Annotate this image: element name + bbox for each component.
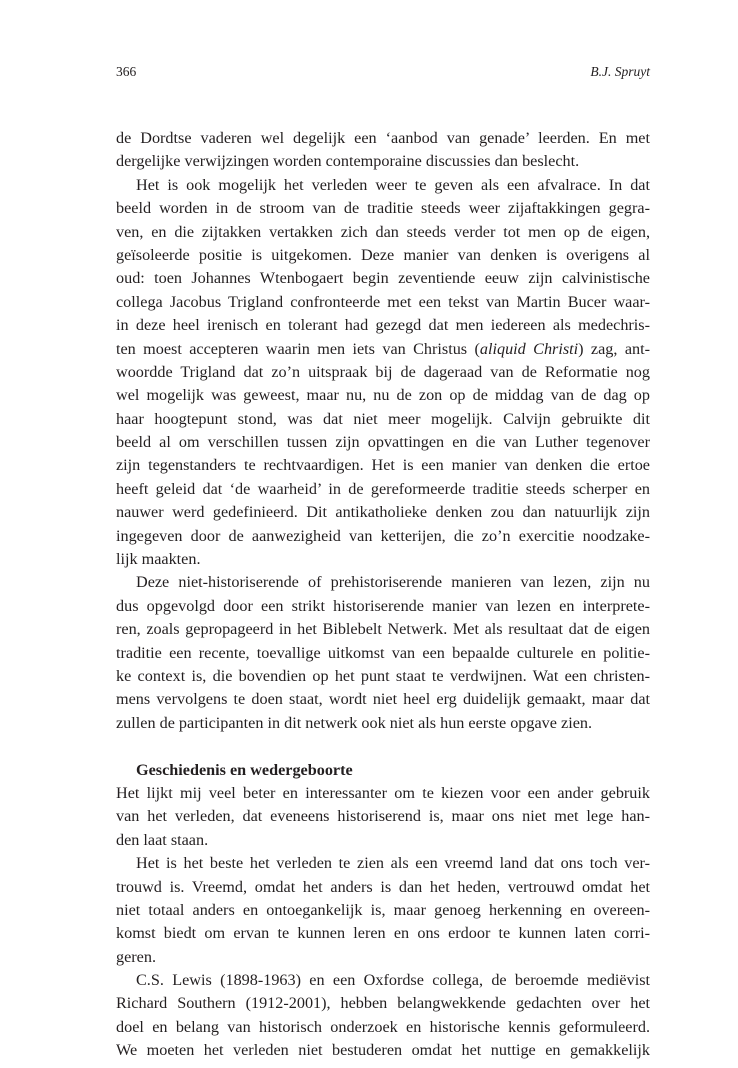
text-line: trouwd is. Vreemd, omdat het anders is dan het heden, vertrouwd omdat het: [116, 877, 650, 896]
text-line: den laat staan.: [116, 830, 209, 849]
text-line: C.S. Lewis (1898-1963) en een Oxfordse collega, de beroemde mediëvist: [136, 971, 650, 990]
text-line: nauwer werd gedefinieerd. Dit antikatholieke denken zou dan natuurlijk zijn: [116, 503, 650, 522]
text-line: Het is ook mogelijk het verleden weer te geven als een afvalrace. In dat: [136, 175, 650, 194]
text-line: beeld worden in de stroom van de traditie steeds weer zijaftakkingen gegra-: [116, 199, 650, 218]
text-line: zijn tegenstanders te rechtvaardigen. Het is een manier van denken die ertoe: [116, 456, 650, 475]
page-header: [116, 64, 650, 84]
text-line: zullen de participanten in dit netwerk ook niet als hun eerste opgave zien.: [116, 713, 593, 732]
text-line: van het verleden, dat eveneens historiserend is, maar ons niet met lege han-: [116, 807, 650, 826]
text-line: niet totaal anders en ontoegankelijk is, maar genoeg herkenning en overeen-: [116, 900, 650, 919]
text-line: doel en belang van historisch onderzoek en historische kennis geformuleerd.: [116, 1017, 650, 1036]
text-line: ingegeven door de aanwezigheid van ketterijen, die zo’n exercitie noodzake-: [116, 526, 650, 545]
text-run: ) zag, ant-: [578, 339, 650, 358]
page-number: 366: [116, 64, 137, 79]
text-line: heeft geleid dat ‘de waarheid’ in de gereformeerde traditie steeds scherper en: [116, 479, 650, 498]
text-line: traditie een recente, toevallige uitkomst van een bepaalde culturele en politie-: [116, 643, 650, 662]
text-line: haar hoogtepunt stond, was dat niet meer mogelijk. Calvijn gebruikte dit: [116, 409, 650, 428]
text-line: lijk maakten.: [116, 550, 201, 569]
text-line: [116, 338, 650, 361]
text-line: dergelijke verwijzingen worden contemporaine discussies dan beslecht.: [116, 152, 580, 171]
text-line: komst biedt om ervan te kunnen leren en ons erdoor te kunnen laten corri-: [116, 924, 650, 943]
text-line: ke context is, die bovendien op het punt staat te verdwijnen. Wat een christen-: [116, 666, 650, 685]
text-run: ten moest accepteren waarin men iets van Christus (: [116, 339, 480, 358]
text-line: We moeten het verleden niet bestuderen omdat het nuttige en gemakkelijk: [116, 1041, 650, 1060]
text-line: beeld al om verschillen tussen zijn opvattingen en die van Luther tegenover: [116, 433, 650, 452]
text-line: Deze niet-historiserende of prehistoriserende manieren van lezen, zijn nu: [136, 573, 650, 592]
text-line: wel mogelijk was geweest, maar nu, nu de zon op de middag van de dag op: [116, 386, 650, 405]
latin-phrase: aliquid Christi: [479, 339, 579, 358]
text-line: mens vervolgens te doen staat, wordt niet heel erg duidelijk gemaakt, maar dat: [116, 690, 650, 709]
text-line: oud: toen Johannes Wtenbogaert begin zeventiende eeuw zijn calvinistische: [116, 269, 650, 288]
section-gap: [116, 735, 650, 758]
text-line: ren, zoals gepropageerd in het Biblebelt Netwerk. Met als resultaat dat de eigen: [116, 620, 650, 639]
text-line: in deze heel irenisch en tolerant had gezegd dat men iedereen als medechris-: [116, 316, 650, 335]
text-line: woordde Trigland dat zo’n uitspraak bij de dageraad van de Reformatie nog: [116, 362, 650, 381]
text-line: geren.: [116, 947, 156, 966]
text-line: Richard Southern (1912-2001), hebben belangwekkende gedachten over het: [116, 994, 650, 1013]
running-head-author: B.J. Spruyt: [590, 64, 650, 79]
text-line: dus opgevolgd door een strikt historiserende manier van lezen en interprete-: [116, 596, 650, 615]
text-line: de Dordtse vaderen wel degelijk een ‘aanbod van genade’ leerden. En met: [116, 129, 650, 147]
body-text: [116, 127, 650, 1063]
text-line: collega Jacobus Trigland confronteerde met een tekst van Martin Bucer waar-: [116, 292, 650, 311]
text-line: ven, en die zijtakken vertakken zich dan steeds verder tot men op de eigen,: [116, 222, 650, 241]
text-line: Het is het beste het verleden te zien als een vreemd land dat ons toch ver-: [136, 854, 650, 873]
section-heading: Geschiedenis en wedergeboorte: [136, 760, 353, 779]
text-line: geïsoleerde positie is uitgekomen. Deze manier van denken is overigens al: [116, 245, 650, 264]
text-line: Het lijkt mij veel beter en interessanter om te kiezen voor een ander gebruik: [116, 783, 650, 802]
